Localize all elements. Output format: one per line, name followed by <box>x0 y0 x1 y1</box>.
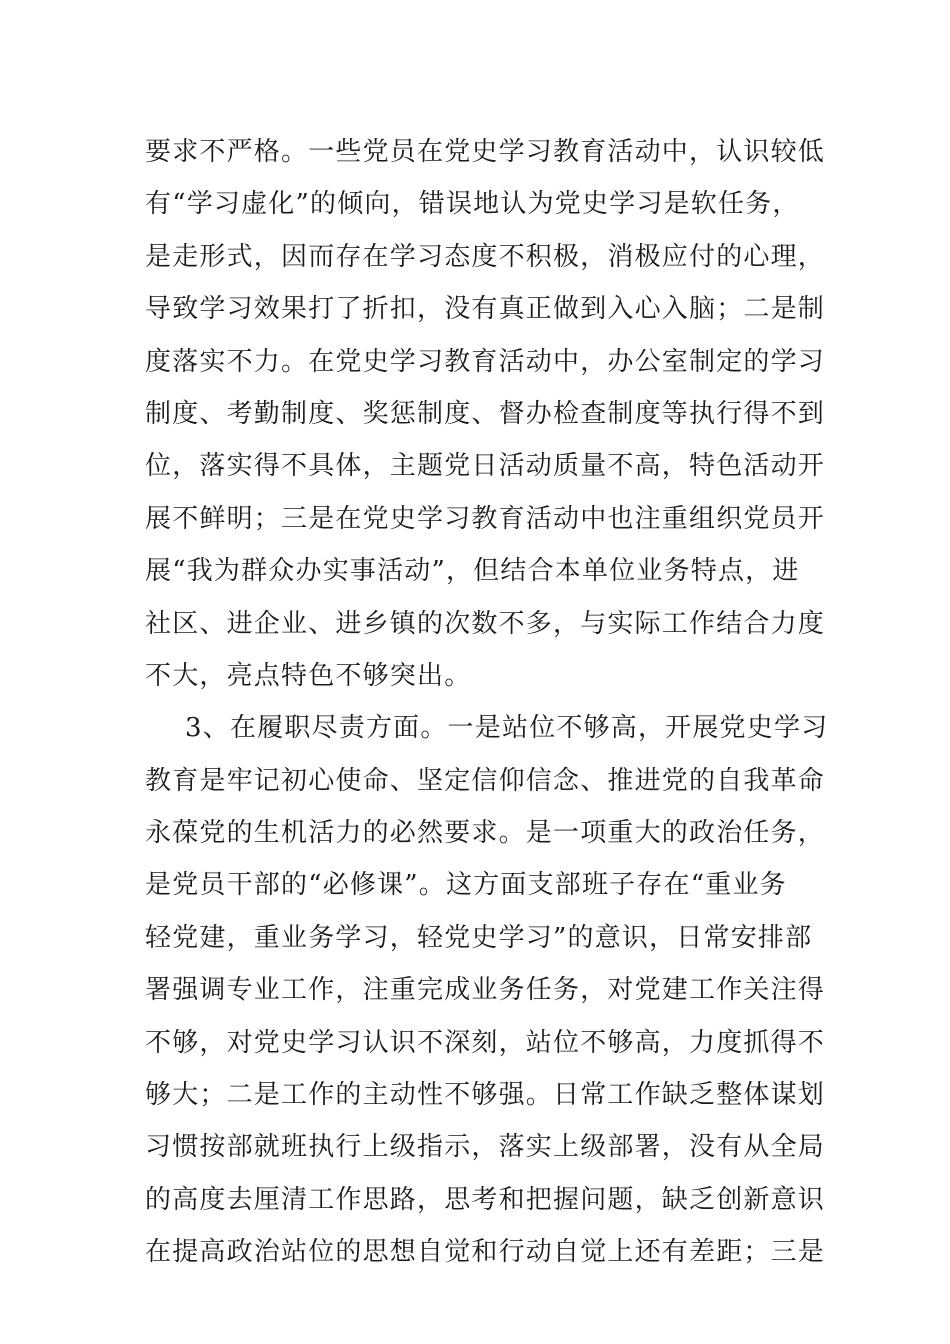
text-line-1: 要求不严格。一些党员在党史学习教育活动中，认识较低 <box>145 137 826 167</box>
text-line-9: 展“我为群众办实事活动”，但结合本单位业务特点，进 <box>145 556 800 587</box>
document-body <box>145 126 829 1279</box>
text-line-15: 是党员干部的“必修课”。这方面支部班子存在“重业务 <box>145 870 787 901</box>
text-line-4: 导致学习效果打了折扣，没有真正做到入心入脑；二是制 <box>145 294 826 325</box>
text-line-10: 社区、进企业、进乡镇的次数不多，与实际工作结合力度 <box>145 608 826 639</box>
text-line-5: 度落实不力。在党史学习教育活动中，办公室制定的学习 <box>145 346 826 377</box>
text-line-22: 在提高政治站位的思想自觉和行动自觉上还有差距；三是 <box>145 1237 826 1268</box>
text-line-20: 习惯按部就班执行上级指示，落实上级部署，没有从全局 <box>145 1132 826 1163</box>
text-line-13: 教育是牢记初心使命、坚定信仰信念、推进党的自我革命 <box>145 765 826 796</box>
text-line-11: 不大，亮点特色不够突出。 <box>145 660 472 691</box>
text-line-6: 制度、考勤制度、奖惩制度、督办检查制度等执行得不到 <box>145 398 826 429</box>
text-line-2: 有“学习虚化”的倾向，错误地认为党史学习是软任务， <box>145 189 800 220</box>
text-line-7: 位，落实得不具体，主题党日活动质量不高，特色活动开 <box>145 451 826 482</box>
section-3-heading-line: 3、在履职尽责方面。一是站位不够高，开展党史学习 <box>185 713 829 744</box>
text-line-21: 的高度去厘清工作思路，思考和把握问题，缺乏创新意识 <box>145 1184 826 1215</box>
text-line-8: 展不鲜明；三是在党史学习教育活动中也注重组织党员开 <box>145 503 826 534</box>
text-line-19: 够大；二是工作的主动性不够强。日常工作缺乏整体谋划 <box>145 1080 826 1111</box>
text-line-3: 是走形式，因而存在学习态度不积极，消极应付的心理， <box>145 241 826 272</box>
text-line-17: 署强调专业工作，注重完成业务任务，对党建工作关注得 <box>145 975 826 1006</box>
text-line-16: 轻党建，重业务学习，轻党史学习”的意识，日常安排部 <box>145 922 813 953</box>
text-line-14: 永葆党的生机活力的必然要求。是一项重大的政治任务， <box>145 818 826 849</box>
text-line-18: 不够，对党史学习认识不深刻，站位不够高，力度抓得不 <box>145 1027 826 1058</box>
